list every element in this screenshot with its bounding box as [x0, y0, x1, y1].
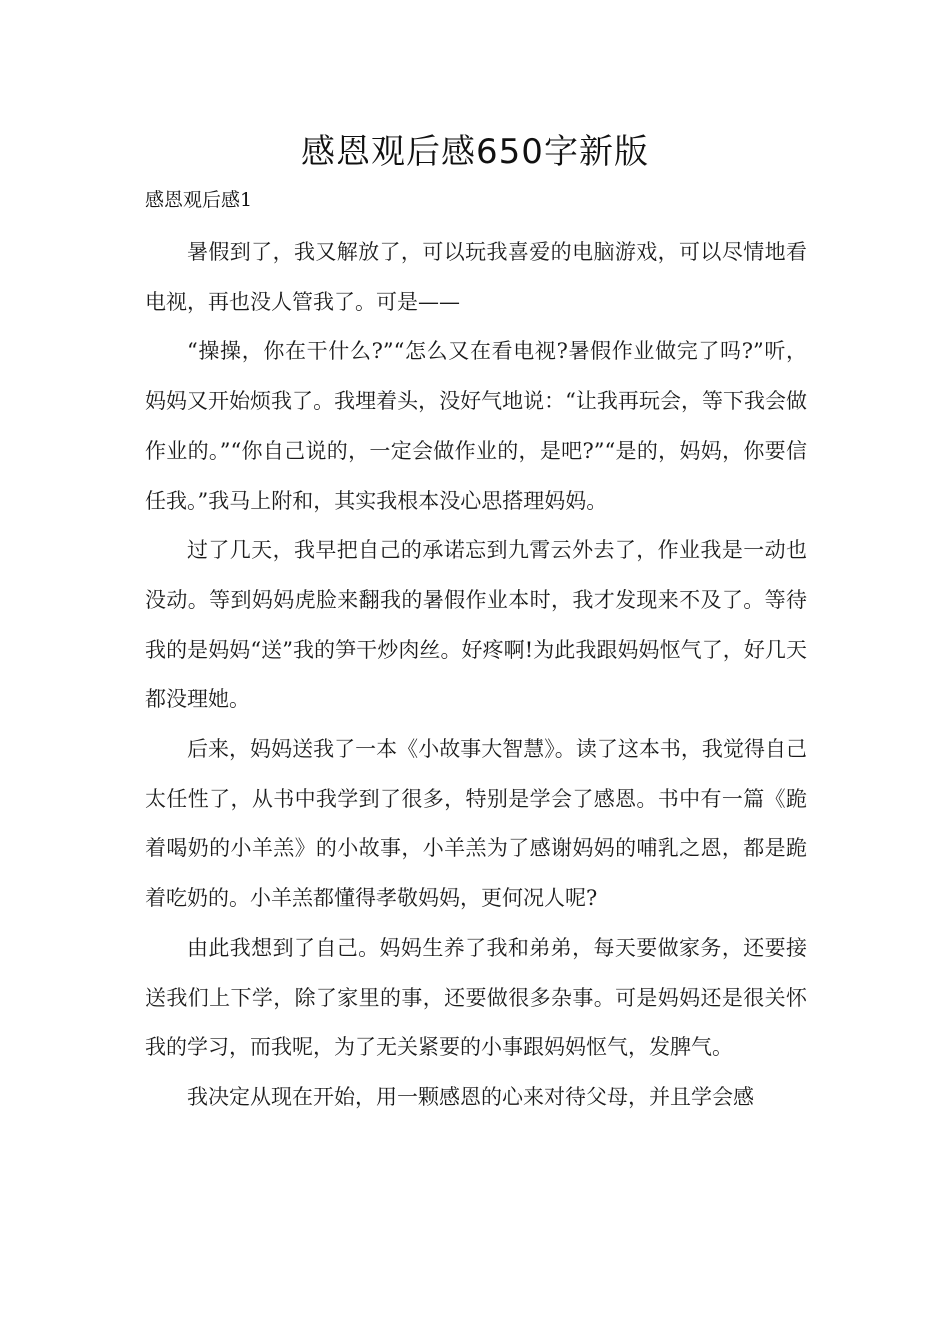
paragraph: “操操，你在干什么?”“怎么又在看电视?暑假作业做完了吗?”听，妈妈又开始烦我了。我埋着头，没好气地说：“让我再玩会，等下我会做作业的。”“你自己说的，一定会做作业的，是吧?”“是的，妈妈，你要信任我。”我马上附和，其实我根本没心思搭理妈妈。 — [145, 339, 807, 513]
paragraph: 后来，妈妈送我了一本《小故事大智慧》。读了这本书，我觉得自己太任性了，从书中我学到了很多，特别是学会了感恩。书中有一篇《跪着喝奶的小羊羔》的小故事，小羊羔为了感谢妈妈的哺乳之恩，都是跪着吃奶的。小羊羔都懂得孝敬妈妈，更何况人呢? — [145, 737, 807, 911]
section-heading: 感恩观后感1 — [145, 189, 253, 211]
paragraph: 我决定从现在开始，用一颗感恩的心来对待父母，并且学会感 — [187, 1084, 754, 1109]
document-body — [145, 228, 807, 1123]
paragraph: 暑假到了，我又解放了，可以玩我喜爱的电脑游戏，可以尽情地看电视，再也没人管我了。可是—— — [145, 240, 807, 314]
paragraph: 过了几天，我早把自己的承诺忘到九霄云外去了，作业我是一动也没动。等到妈妈虎脸来翻我的暑假作业本时，我才发现来不及了。等待我的是妈妈“送”我的笋干炒肉丝。好疼啊!为此我跟妈妈怄气了，好几天都没理她。 — [145, 538, 807, 712]
document-title: 感恩观后感650字新版 — [301, 132, 649, 172]
paragraph: 由此我想到了自己。妈妈生养了我和弟弟，每天要做家务，还要接送我们上下学，除了家里的事，还要做很多杂事。可是妈妈还是很关怀我的学习，而我呢，为了无关紧要的小事跟妈妈怄气，发脾气。 — [145, 935, 807, 1060]
